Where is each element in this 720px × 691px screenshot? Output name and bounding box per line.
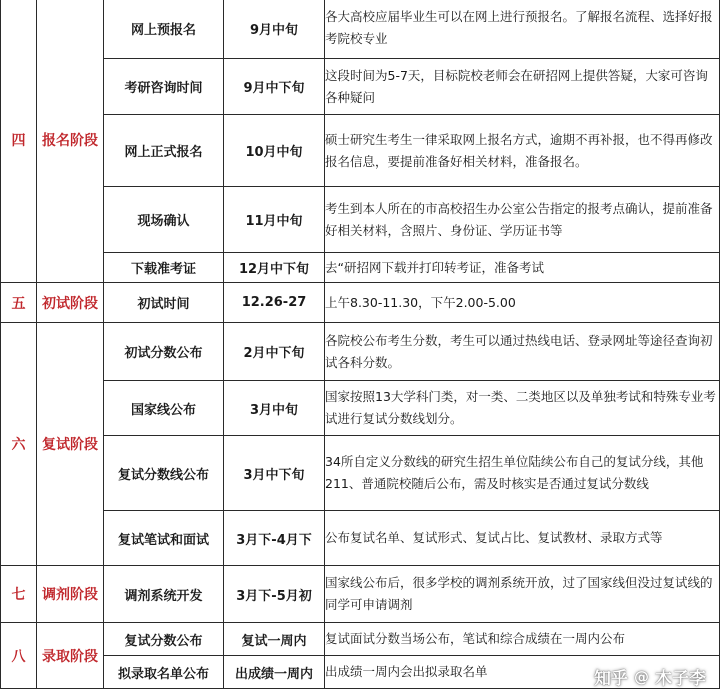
table-row [1,253,720,283]
stage-number: 四 [1,0,37,283]
table-row [1,511,720,566]
table-row [1,623,720,656]
table-row [1,566,720,623]
item-cell: 网上正式报名 [104,115,224,187]
description-cell: 去“研招网下载并打印转考证，准备考试 [325,253,720,283]
description-cell: 国家线公布后，很多学校的调剂系统开放，过了国家线但没过复试线的同学可申请调剂 [325,566,720,623]
time-cell: 3月中下旬 [224,436,325,511]
description-cell: 硕士研究生考生一律采取网上报名方式，逾期不再补报，也不得再修改报名信息，要提前准备好相关材料，准备报名。 [325,115,720,187]
table-row [1,0,720,59]
table-row [1,283,720,323]
description-cell: 复试面试分数当场公布，笔试和综合成绩在一周内公布 [325,623,720,656]
item-cell: 复试分数公布 [104,623,224,656]
table-row [1,115,720,187]
time-cell: 3月中旬 [224,381,325,436]
item-cell: 复试分数线公布 [104,436,224,511]
stage-number: 七 [1,566,37,623]
time-cell: 2月中下旬 [224,323,325,381]
item-cell: 下载准考证 [104,253,224,283]
description-cell: 公布复试名单、复试形式、复试占比、复试教材、录取方式等 [325,511,720,566]
time-cell: 3月下-5月初 [224,566,325,623]
zhihu-watermark [594,664,706,689]
item-cell: 初试分数公布 [104,323,224,381]
description-cell: 34所自定义分数线的研究生招生单位陆续公布自己的复试分线，其他211、普通院校随后公布，需及时核实是否通过复试分数线 [325,436,720,511]
watermark-site: 知乎 [594,669,628,689]
time-cell: 12.26-27 [224,283,325,323]
time-cell: 10月中旬 [224,115,325,187]
stage-name: 录取阶段 [37,623,104,689]
time-cell: 11月中旬 [224,187,325,253]
time-cell: 出成绩一周内 [224,656,325,689]
stage-number: 五 [1,283,37,323]
time-cell: 3月下-4月下 [224,511,325,566]
item-cell: 复试笔试和面试 [104,511,224,566]
time-cell: 12月中下旬 [224,253,325,283]
description-cell: 这段时间为5-7天，目标院校老师会在研招网上提供答疑，大家可咨询各种疑问 [325,59,720,115]
time-cell: 9月中下旬 [224,59,325,115]
item-cell: 考研咨询时间 [104,59,224,115]
time-cell: 9月中旬 [224,0,325,59]
stage-name: 复试阶段 [37,323,104,566]
description-cell: 上午8.30-11.30，下午2.00-5.00 [325,283,720,323]
watermark-author: 木子李 [655,669,706,689]
item-cell: 国家线公布 [104,381,224,436]
description-cell: 各大高校应届毕业生可以在网上进行预报名。了解报名流程、选择好报考院校专业 [325,0,720,59]
description-cell: 出成绩一周内会出拟录取名单 [325,656,720,689]
table-row [1,187,720,253]
watermark-separator: @ [634,667,649,686]
item-cell: 现场确认 [104,187,224,253]
stage-name: 报名阶段 [37,0,104,283]
stage-name: 初试阶段 [37,283,104,323]
table-row [1,323,720,381]
time-cell: 复试一周内 [224,623,325,656]
table-row [1,59,720,115]
stage-number: 八 [1,623,37,689]
table-row [1,436,720,511]
description-cell: 考生到本人所在的市高校招生办公室公告指定的报考点确认，提前准备好相关材料，含照片、身份证、学历证书等 [325,187,720,253]
item-cell: 网上预报名 [104,0,224,59]
item-cell: 调剂系统开发 [104,566,224,623]
stage-name: 调剂阶段 [37,566,104,623]
item-cell: 初试时间 [104,283,224,323]
table-row [1,381,720,436]
description-cell: 各院校公布考生分数，考生可以通过热线电话、登录网址等途径查询初试各科分数。 [325,323,720,381]
description-cell: 国家按照13大学科门类，对一类、二类地区以及单独考试和特殊专业考试进行复试分数线划分。 [325,381,720,436]
item-cell: 拟录取名单公布 [104,656,224,689]
stage-number: 六 [1,323,37,566]
